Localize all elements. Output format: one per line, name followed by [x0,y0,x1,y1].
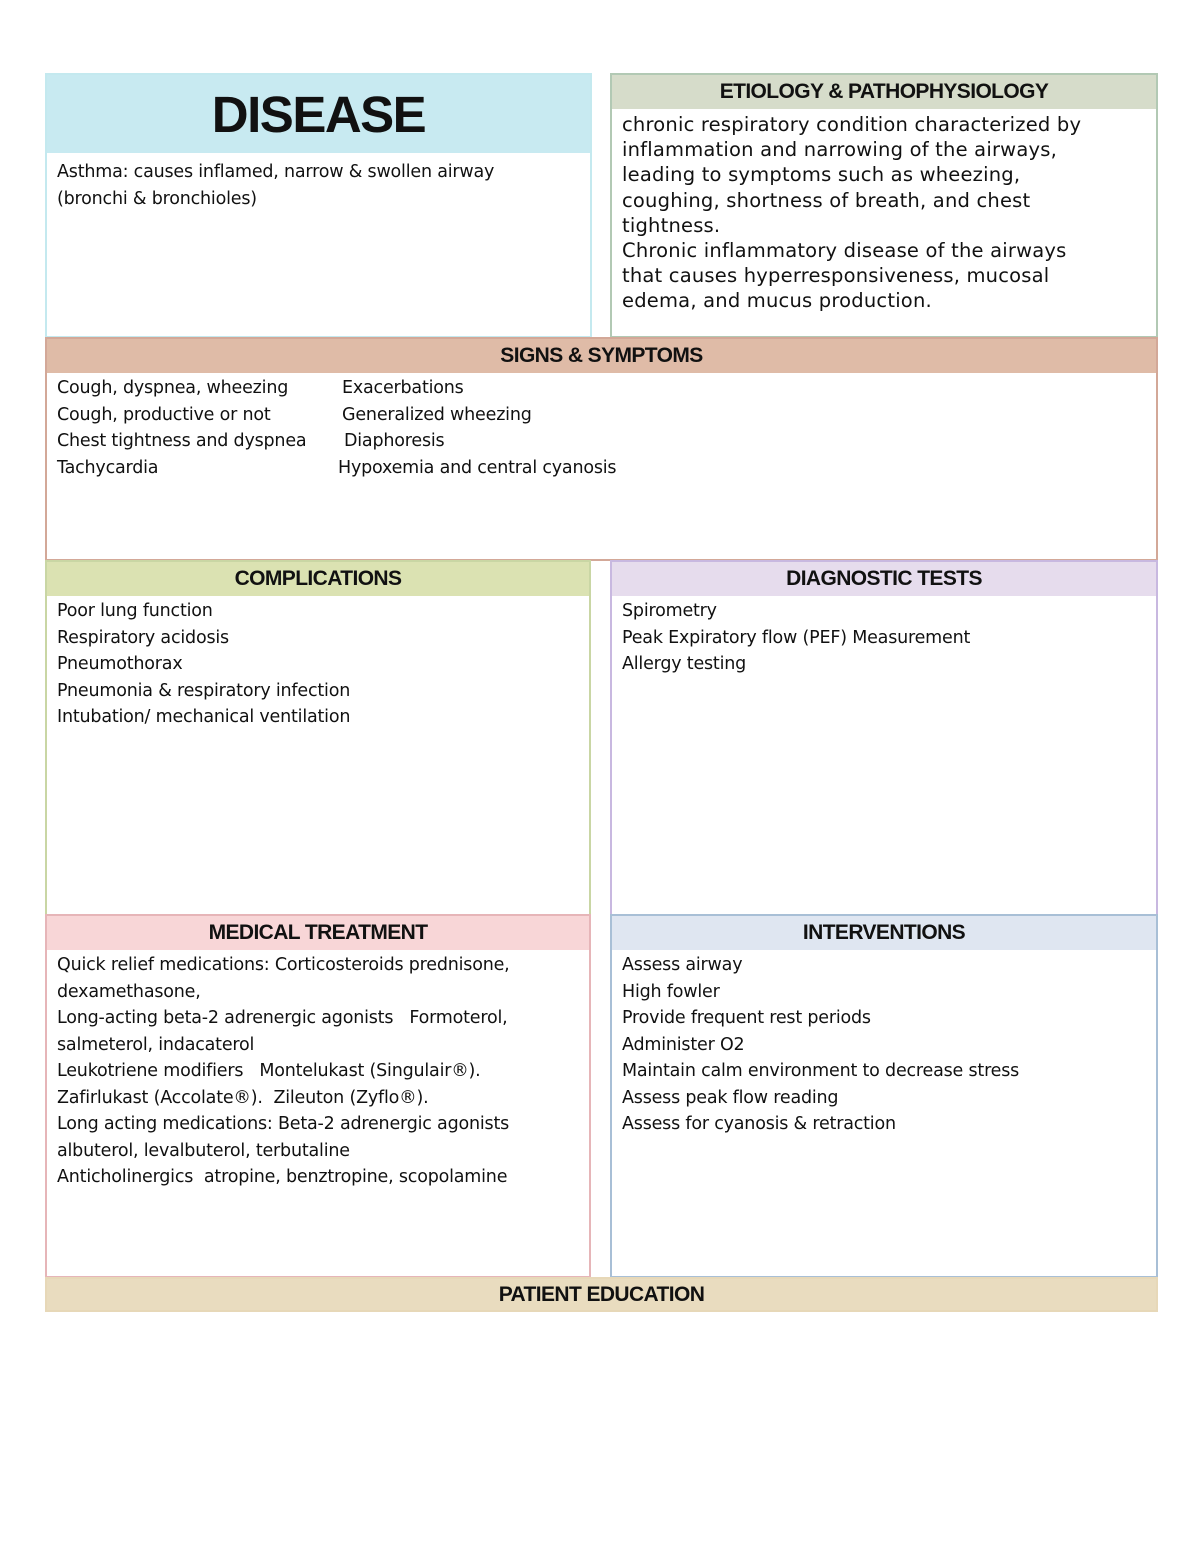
interventions-body [612,950,1156,1138]
medical-treatment-section [45,914,591,1278]
treatment-line: Leukotriene modifiers Montelukast (Singulair®). [57,1061,481,1081]
treatment-line: dexamethasone, [57,981,201,1002]
etiology-line: inflammation and narrowing of the airways, [622,138,1057,162]
diagnostic-tests-section [610,560,1158,916]
symptom-left: Chest tightness and dyspnea [57,431,307,451]
medical-treatment-body [47,950,589,1191]
signs-symptoms-section [45,337,1158,561]
interventions-heading: INTERVENTIONS [612,916,1156,950]
symptom-left: Cough, productive or not [57,404,271,425]
intervention-item: Assess airway [622,955,743,975]
etiology-line: Chronic inflammatory disease of the airways [622,239,1067,263]
symptom-left: Tachycardia [57,457,159,478]
patient-education-heading: PATIENT EDUCATION [498,1282,705,1306]
patient-education-section [45,1277,1158,1312]
complications-body [47,596,589,731]
complication-item: Poor lung function [57,601,213,621]
complications-section [45,560,591,916]
diagnostic-tests-body [612,596,1156,678]
diagnostic-item: Allergy testing [622,654,747,674]
etiology-line: tightness. [622,213,721,237]
signs-symptoms-heading: SIGNS & SYMPTOMS [47,339,1156,373]
complications-heading: COMPLICATIONS [47,562,589,596]
symptom-row [57,402,1146,429]
treatment-line: albuterol, levalbuterol, terbutaline [57,1140,350,1161]
symptom-row [57,375,1146,402]
intervention-item: High fowler [622,981,720,1002]
diagnostic-item: Spirometry [622,601,717,621]
etiology-line: coughing, shortness of breath, and chest [622,188,1031,212]
disease-heading: DISEASE [47,75,590,153]
symptom-row [57,428,1146,455]
treatment-line: Zafirlukast (Accolate®). Zileuton (Zyflo®). [57,1087,429,1108]
complication-item: Pneumonia & respiratory infection [57,680,351,701]
intervention-item: Maintain calm environment to decrease stress [622,1061,1020,1081]
etiology-line: that causes hyperresponsiveness, mucosal [622,264,1050,288]
complication-item: Intubation/ mechanical ventilation [57,707,351,727]
intervention-item: Administer O2 [622,1034,745,1055]
diagnostic-item: Peak Expiratory flow (PEF) Measurement [622,627,971,648]
etiology-line: leading to symptoms such as wheezing, [622,163,1021,187]
complication-item: Pneumothorax [57,654,183,674]
treatment-line: Long-acting beta-2 adrenergic agonists Formoterol, [57,1008,508,1028]
treatment-line: Quick relief medications: Corticosteroids prednisone, [57,955,510,975]
treatment-line: salmeterol, indacaterol [57,1034,255,1055]
intervention-item: Assess for cyanosis & retraction [622,1114,896,1134]
intervention-item: Assess peak flow reading [622,1087,839,1108]
symptom-left: Cough, dyspnea, wheezing [57,378,289,398]
disease-section [45,73,592,338]
symptom-right: Exacerbations [342,378,464,398]
disease-line: (bronchi & bronchioles) [57,188,257,209]
intervention-item: Provide frequent rest periods [622,1008,871,1028]
disease-body [47,153,590,212]
treatment-line: Anticholinergics atropine, benztropine, scopolamine [57,1167,508,1187]
signs-symptoms-body [47,373,1156,481]
interventions-section [610,914,1158,1278]
symptom-row [57,455,1146,482]
etiology-line: chronic respiratory condition characterized by [622,113,1082,136]
diagnostic-tests-heading: DIAGNOSTIC TESTS [612,562,1156,596]
etiology-line: edema, and mucus production. [622,289,932,313]
etiology-body [612,109,1156,314]
treatment-line: Long acting medications: Beta-2 adrenergic agonists [57,1114,510,1134]
symptom-right: Hypoxemia and central cyanosis [338,457,617,478]
symptom-right: Diaphoresis [344,431,445,451]
etiology-section [610,73,1158,338]
medical-treatment-heading: MEDICAL TREATMENT [47,916,589,950]
etiology-heading: ETIOLOGY & PATHOPHYSIOLOGY [612,75,1156,109]
disease-line: Asthma: causes inflamed, narrow & swollen airway [57,162,495,182]
symptom-right: Generalized wheezing [342,404,532,425]
complication-item: Respiratory acidosis [57,627,229,648]
